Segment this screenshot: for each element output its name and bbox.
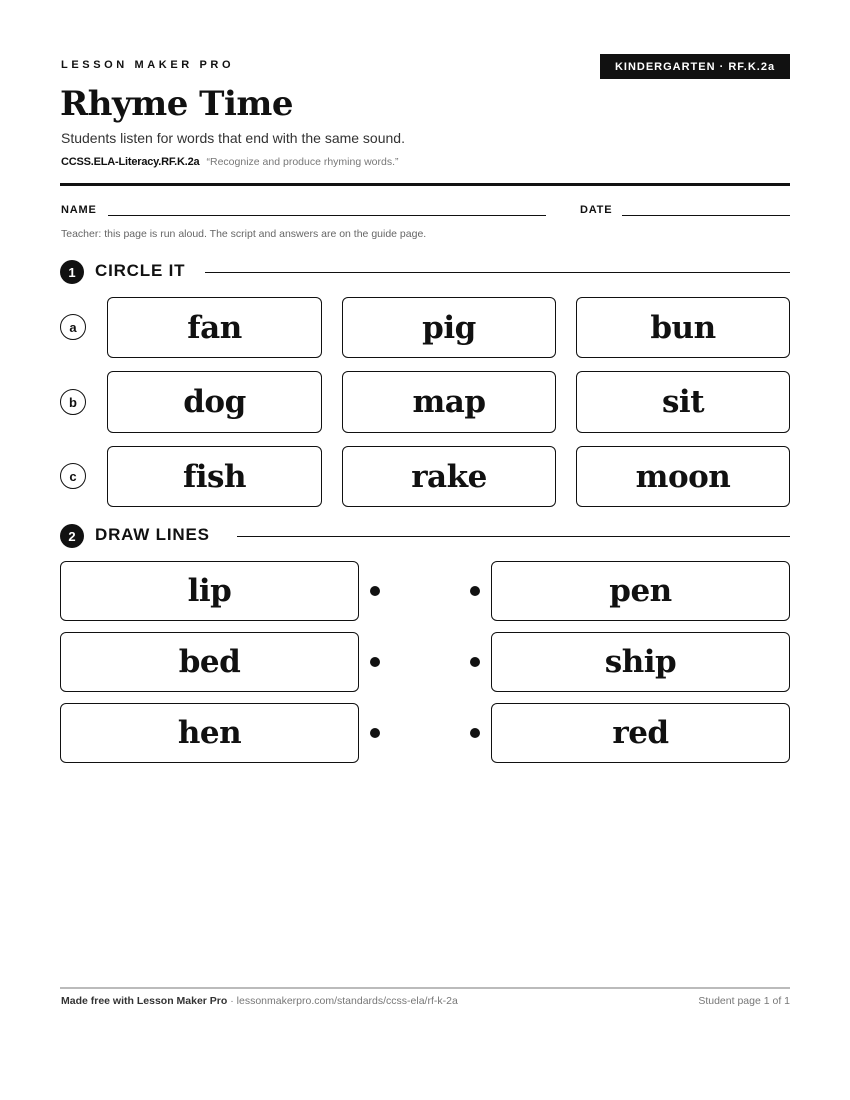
section-1-rule [205,272,790,273]
word-card[interactable]: fish [107,446,322,507]
match-right-card[interactable]: ship [491,632,790,692]
match-right-card[interactable]: pen [491,561,790,621]
section-1-number: 1 [60,260,84,284]
name-label: NAME [61,204,97,216]
name-field-line[interactable] [108,215,546,216]
page-subtitle: Students listen for words that end with the same sound. [61,130,405,146]
brand-name: LESSON MAKER PRO [61,59,235,71]
section-2-number: 2 [60,524,84,548]
word-card[interactable]: dog [107,371,322,433]
word-card[interactable]: fan [107,297,322,358]
standard-reference [61,156,399,168]
word-card[interactable]: bun [576,297,790,358]
match-right-dot[interactable] [470,728,480,738]
word-card[interactable]: pig [342,297,556,358]
row-c-letter: c [60,463,86,489]
footer-divider [60,987,790,989]
section-1-title: CIRCLE IT [95,261,186,280]
standard-code: CCSS.ELA-Literacy.RF.K.2a [61,156,200,168]
word-card[interactable]: sit [576,371,790,433]
match-left-card[interactable]: hen [60,703,359,763]
row-a-letter: a [60,314,86,340]
match-right-card[interactable]: red [491,703,790,763]
standard-description: “Recognize and produce rhyming words.” [206,156,399,168]
word-card[interactable]: map [342,371,556,433]
word-card[interactable]: moon [576,446,790,507]
match-left-card[interactable]: bed [60,632,359,692]
footer-url[interactable]: · lessonmakerpro.com/standards/ccss-ela/rf-k-2a [227,995,458,1007]
match-left-dot[interactable] [370,657,380,667]
word-card[interactable]: rake [342,446,556,507]
section-2-rule [237,536,790,537]
header-divider [60,183,790,186]
section-2-title: DRAW LINES [95,525,210,544]
grade-standard-badge: KINDERGARTEN · RF.K.2a [600,54,790,79]
footer-credit [61,995,458,1007]
match-right-dot[interactable] [470,657,480,667]
match-left-dot[interactable] [370,586,380,596]
teacher-note: Teacher: this page is run aloud. The script and answers are on the guide page. [61,228,427,240]
date-field-line[interactable] [622,215,790,216]
match-left-dot[interactable] [370,728,380,738]
match-left-card[interactable]: lip [60,561,359,621]
row-b-letter: b [60,389,86,415]
footer-page-number: Student page 1 of 1 [698,995,790,1007]
footer-made-with: Made free with Lesson Maker Pro [61,995,228,1007]
match-right-dot[interactable] [470,586,480,596]
date-label: DATE [580,204,613,216]
page-title: Rhyme Time [60,84,293,124]
